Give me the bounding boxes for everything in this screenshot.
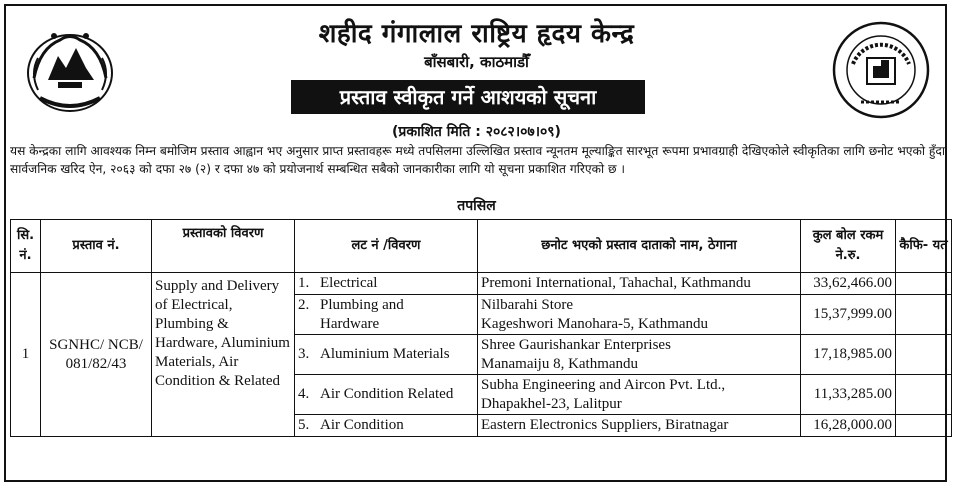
lot-name: Air Condition bbox=[320, 417, 404, 433]
cell-bidder bbox=[478, 415, 801, 437]
header-bidder: छनोट भएको प्रस्ताव दाताको नाम, ठेगाना bbox=[478, 220, 801, 273]
header-amount: कुल बोल रकम ने.रु. bbox=[801, 220, 896, 273]
lot-number: 3. bbox=[298, 346, 310, 362]
cell-amount: 11,33,285.00 bbox=[801, 375, 896, 415]
organization-name: शहीद गंगालाल राष्ट्रिय हृदय केन्द्र bbox=[318, 19, 635, 49]
header-sn: सि. नं. bbox=[11, 220, 41, 273]
notice-body: यस केन्द्रका लागि आवश्यक निम्न बमोजिम प्रस्ताव आह्वान भए अनुसार प्राप्त प्रस्तावहरू मध्ये तपसिलमा उल्लिखित प्रस्ताव न्यूनतम मूल्याङ्कित सारभूत रूपमा प्रभावग्राही देखिएकोले स्वीकृतिका लागि छनोट भएको हुँदा सार्वजनिक खरिद ऐन, २०६३ को दफा २७ (२) र दफा ४७ को प्रयोजनार्थ सम्बन्धित सबैको जानकारीका लागि यो सूचना प्रकाशित गरिएको छ । bbox=[10, 144, 945, 176]
cell-amount: 33,62,466.00 bbox=[801, 273, 896, 295]
lot-number: 2. bbox=[298, 296, 310, 313]
header-lot: लट नं /विवरण bbox=[295, 220, 478, 273]
lot-number: 1. bbox=[298, 275, 310, 291]
bidder-name: Shree Gaurishankar Enterprises bbox=[481, 336, 671, 353]
bidder-address: Manamaiju 8, Kathmandu bbox=[481, 355, 639, 372]
bidder-address: Kageshwori Manohara-5, Kathmandu bbox=[481, 315, 709, 332]
table-row bbox=[11, 273, 952, 295]
schedule-title: तपसिल bbox=[457, 198, 496, 214]
bidder-name: Premoni International, Tahachal, Kathmandu bbox=[481, 275, 751, 291]
award-table bbox=[10, 219, 952, 437]
published-date: (प्रकाशित मिति : २०८२।०७।०९) bbox=[392, 124, 561, 140]
lot-name: Aluminium Materials bbox=[320, 346, 450, 362]
lot-name: Air Condition Related bbox=[320, 386, 454, 402]
lot-number: 5. bbox=[298, 417, 310, 433]
bidder-name: Nilbarahi Store bbox=[481, 296, 574, 313]
cell-lot bbox=[295, 375, 478, 415]
cell-remarks bbox=[896, 273, 952, 295]
cell-lot bbox=[295, 273, 478, 295]
bidder-name: Subha Engineering and Aircon Pvt. Ltd., bbox=[481, 376, 726, 393]
lot-name: Electrical bbox=[320, 275, 378, 291]
notice-title: प्रस्ताव स्वीकृत गर्ने आशयको सूचना bbox=[291, 80, 645, 114]
header-ref: प्रस्ताव नं. bbox=[41, 220, 152, 273]
cell-remarks bbox=[896, 295, 952, 335]
cell-remarks bbox=[896, 375, 952, 415]
table-header-row bbox=[11, 220, 952, 273]
bidder-name: Eastern Electronics Suppliers, Biratnagar bbox=[481, 417, 729, 433]
header-remarks: कैफि- यत bbox=[896, 220, 952, 273]
organization-location: बाँसबारी, काठमाडौँ bbox=[424, 53, 529, 71]
header-desc: प्रस्तावको विवरण bbox=[152, 220, 295, 273]
cell-bidder bbox=[478, 335, 801, 375]
cell-amount: 15,37,999.00 bbox=[801, 295, 896, 335]
cell-remarks bbox=[896, 335, 952, 375]
cell-lot bbox=[295, 295, 478, 335]
cell-desc: Supply and Delivery of Electrical, Plumbing & Hardware, Aluminium Materials, Air Condition & Related bbox=[152, 273, 295, 437]
lot-number: 4. bbox=[298, 386, 310, 402]
cell-amount: 16,28,000.00 bbox=[801, 415, 896, 437]
bidder-address: Dhapakhel-23, Lalitpur bbox=[481, 395, 622, 412]
cell-sn: 1 bbox=[11, 273, 41, 437]
cell-bidder bbox=[478, 295, 801, 335]
cell-ref: SGNHC/ NCB/ 081/82/43 bbox=[41, 273, 152, 437]
cell-lot bbox=[295, 335, 478, 375]
cell-bidder bbox=[478, 375, 801, 415]
cell-remarks bbox=[896, 415, 952, 437]
cell-amount: 17,18,985.00 bbox=[801, 335, 896, 375]
lot-name: Plumbing and Hardware bbox=[320, 296, 404, 332]
cell-bidder bbox=[478, 273, 801, 295]
cell-lot bbox=[295, 415, 478, 437]
